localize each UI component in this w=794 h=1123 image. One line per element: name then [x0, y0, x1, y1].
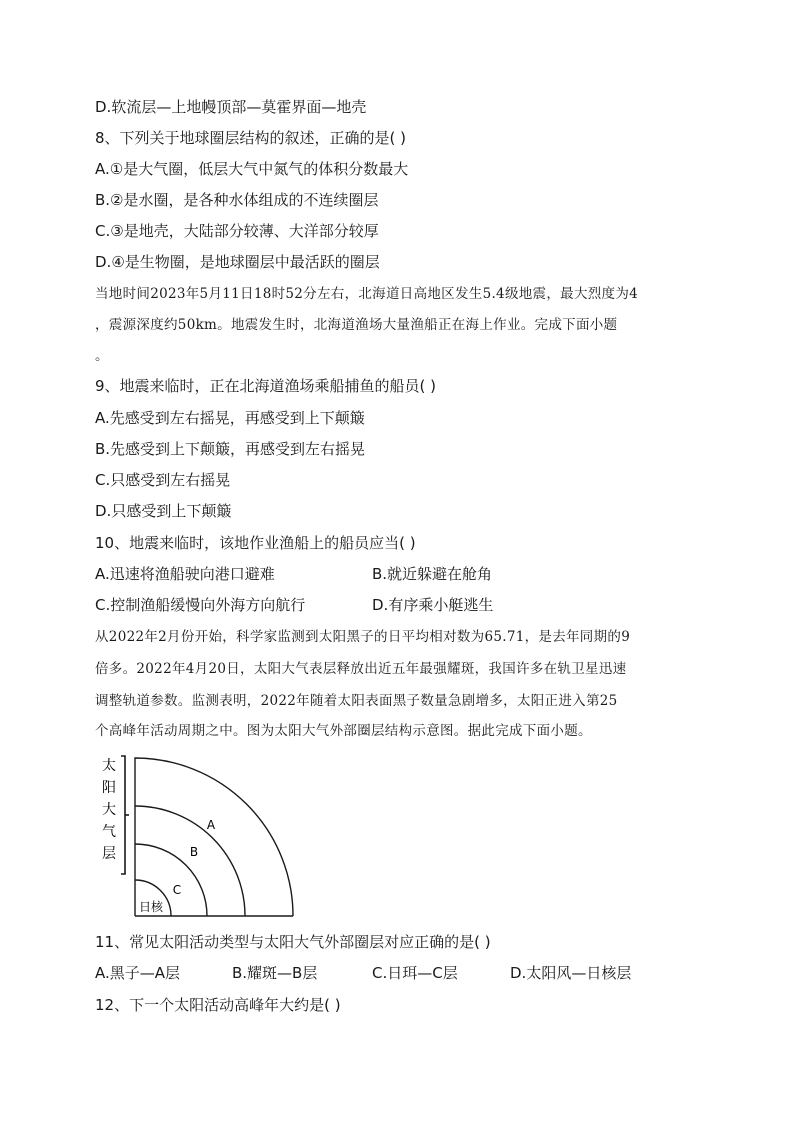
q8-option-b: B.②是水圈，是各种水体组成的不连续圈层 — [95, 191, 379, 209]
q10-option-a: A.迅速将渔船驶向港口避难 — [95, 565, 275, 583]
passage-line: 从2022年2月份开始，科学家监测到太阳黑子的日平均相对数为65.71，是去年同期的9 — [95, 629, 631, 645]
side-label-char: 阳 — [102, 780, 116, 796]
side-label-char: 太 — [102, 758, 116, 774]
layer-b-label: B — [189, 845, 199, 859]
q11-option-a: A.黑子—A层 — [95, 964, 181, 982]
q9-option-d: D.只感受到上下颠簸 — [95, 502, 232, 520]
q8-option-c: C.③是地壳，大陆部分较薄、大洋部分较厚 — [95, 222, 379, 240]
side-label-char: 大 — [102, 802, 116, 818]
passage-line: 当地时间2023年5月11日18时52分左右，北海道日高地区发生5.4级地震，最大烈度为4 — [95, 286, 639, 302]
q11-option-c: C.日珥—C层 — [372, 964, 458, 982]
q9-option-a: A.先感受到左右摇晃，再感受到上下颠簸 — [95, 409, 365, 427]
layer-a-label: A — [206, 818, 216, 832]
passage-line: ，震源深度约50km。地震发生时，北海道渔场大量渔船正在海上作业。完成下面小题 — [95, 317, 618, 333]
outer-boundary-arc — [135, 758, 293, 916]
core-label: 日核 — [138, 900, 164, 914]
q10-option-c: C.控制渔船缓慢向外海方向航行 — [95, 596, 306, 614]
passage-line: 个高峰年活动周期之中。图为太阳大气外部圈层结构示意图。据此完成下面小题。 — [95, 723, 592, 739]
side-label-char: 层 — [102, 846, 116, 862]
passage-line: 。 — [95, 348, 109, 364]
q11-option-b: B.耀斑—B层 — [232, 964, 318, 982]
passage-line: 调整轨道参数。监测表明，2022年随着太阳表面黑子数量急剧增多，太阳正进入第25 — [95, 693, 618, 709]
side-bracket — [121, 756, 125, 874]
q8-option-a: A.①是大气圈，低层大气中氮气的体积分数最大 — [95, 160, 409, 178]
solar-atmosphere-diagram — [95, 752, 327, 922]
q10-option-b: B.就近躲避在舱角 — [372, 565, 493, 583]
q10-option-d: D.有序乘小艇逃生 — [372, 596, 494, 614]
q11-option-d: D.太阳风—日核层 — [510, 964, 632, 982]
q12-stem: 12、下一个太阳活动高峰年大约是( ) — [95, 996, 341, 1014]
q11-stem: 11、常见太阳活动类型与太阳大气外部圈层对应正确的是( ) — [95, 933, 491, 951]
q9-option-b: B.先感受到上下颠簸，再感受到左右摇晃 — [95, 440, 366, 458]
layer-c-label: C — [172, 883, 182, 897]
q10-stem: 10、地震来临时，该地作业渔船上的船员应当( ) — [95, 534, 416, 552]
q8-option-d: D.④是生物圈，是地球圈层中最活跃的圈层 — [95, 253, 380, 271]
q7-option-d: D.软流层—上地幔顶部—莫霍界面—地壳 — [95, 98, 367, 116]
q9-stem: 9、地震来临时，正在北海道渔场乘船捕鱼的船员( ) — [95, 377, 437, 395]
q8-stem: 8、下列关于地球圈层结构的叙述，正确的是( ) — [95, 129, 407, 147]
side-label-char: 气 — [102, 824, 116, 840]
passage-line: 倍多。2022年4月20日，太阳大气表层释放出近五年最强耀斑，我国许多在轨卫星迅速 — [95, 661, 627, 677]
q9-option-c: C.只感受到左右摇晃 — [95, 471, 231, 489]
